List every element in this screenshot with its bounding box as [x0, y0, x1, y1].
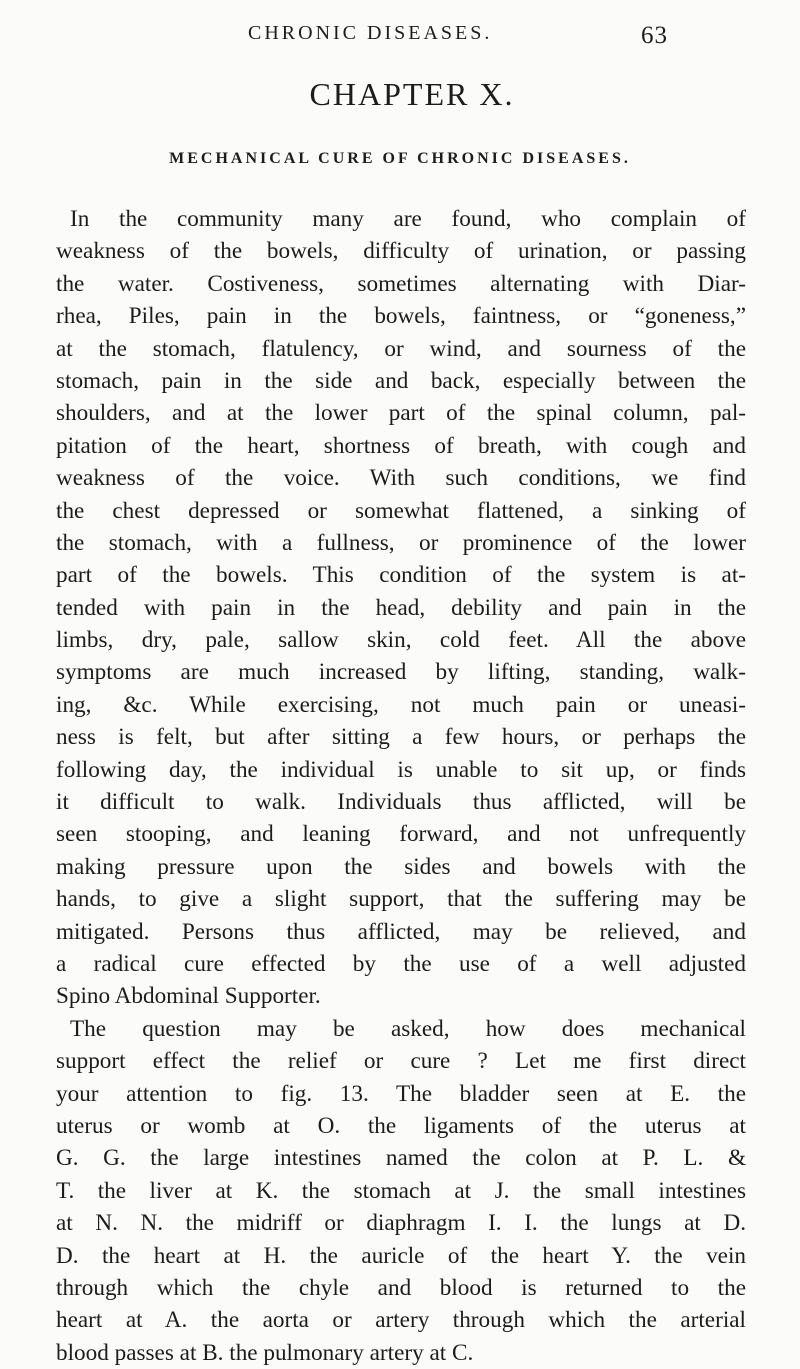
chapter-subtitle: MECHANICAL CURE OF CHRONIC DISEASES.: [169, 150, 631, 167]
body-text: [56, 203, 746, 1369]
text-line: the water. Costiveness, sometimes alternating with Diar-: [56, 270, 746, 297]
text-line: your attention to fig. 13. The bladder seen at E. the: [56, 1080, 746, 1107]
text-line: mitigated. Persons thus afflicted, may be relieved, and: [56, 918, 746, 945]
text-line: Spino Abdominal Supporter.: [56, 983, 321, 1010]
running-head: [248, 22, 668, 56]
text-line: heart at A. the aorta or artery through which the arterial: [56, 1307, 746, 1334]
paragraph-1: [56, 203, 746, 1013]
text-line: making pressure upon the sides and bowels with the: [56, 853, 746, 880]
text-line: tended with pain in the head, debility and pain in the: [56, 594, 746, 621]
text-line: the stomach, with a fullness, or prominence of the lower: [56, 529, 746, 556]
text-line: at N. N. the midriff or diaphragm I. I. the lungs at D.: [56, 1210, 746, 1237]
text-line: weakness of the bowels, difficulty of urination, or passing: [56, 238, 746, 265]
text-line: D. the heart at H. the auricle of the heart Y. the vein: [56, 1242, 746, 1269]
text-line: stomach, pain in the side and back, especially between the: [56, 367, 746, 394]
text-line: through which the chyle and blood is returned to the: [56, 1274, 746, 1301]
text-line: hands, to give a slight support, that the suffering may be: [56, 886, 746, 913]
paragraph-2: [56, 1013, 746, 1369]
text-line: limbs, dry, pale, sallow skin, cold feet. All the above: [56, 627, 746, 654]
text-line: at the stomach, flatulency, or wind, and sourness of the: [56, 335, 746, 362]
text-line: support effect the relief or cure ? Let me first direct: [56, 1048, 746, 1075]
text-line: ing, &c. While exercising, not much pain or uneasi-: [56, 691, 746, 718]
running-head-title: CHRONIC DISEASES.: [248, 22, 493, 44]
text-line: following day, the individual is unable to sit up, or finds: [56, 756, 746, 783]
text-line: ness is felt, but after sitting a few hours, or perhaps the: [56, 724, 746, 751]
text-line: weakness of the voice. With such conditions, we find: [56, 465, 746, 492]
text-line: symptoms are much increased by lifting, standing, walk-: [56, 659, 746, 686]
text-line: shoulders, and at the lower part of the spinal column, pal-: [56, 400, 746, 427]
chapter-title: CHAPTER X.: [309, 76, 515, 112]
text-line: In the community many are found, who complain of: [70, 206, 746, 232]
text-line: blood passes at B. the pulmonary artery at C.: [56, 1339, 474, 1366]
text-line: T. the liver at K. the stomach at J. the small intestines: [56, 1177, 746, 1204]
page-number: 63: [641, 22, 668, 49]
text-line: uterus or womb at O. the ligaments of the uterus at: [56, 1112, 746, 1139]
text-line: the chest depressed or somewhat flattened, a sinking of: [56, 497, 746, 524]
text-line: The question may be asked, how does mechanical: [70, 1015, 746, 1042]
text-line: it difficult to walk. Individuals thus afflicted, will be: [56, 789, 746, 816]
text-line: pitation of the heart, shortness of breath, with cough and: [56, 432, 746, 459]
text-line: seen stooping, and leaning forward, and not unfrequently: [56, 821, 746, 848]
text-line: G. G. the large intestines named the colon at P. L. &: [56, 1145, 746, 1172]
text-line: a radical cure effected by the use of a well adjusted: [56, 950, 746, 977]
text-line: rhea, Piles, pain in the bowels, faintness, or “goneness,”: [56, 303, 746, 330]
text-line: part of the bowels. This condition of the system is at-: [56, 562, 746, 589]
